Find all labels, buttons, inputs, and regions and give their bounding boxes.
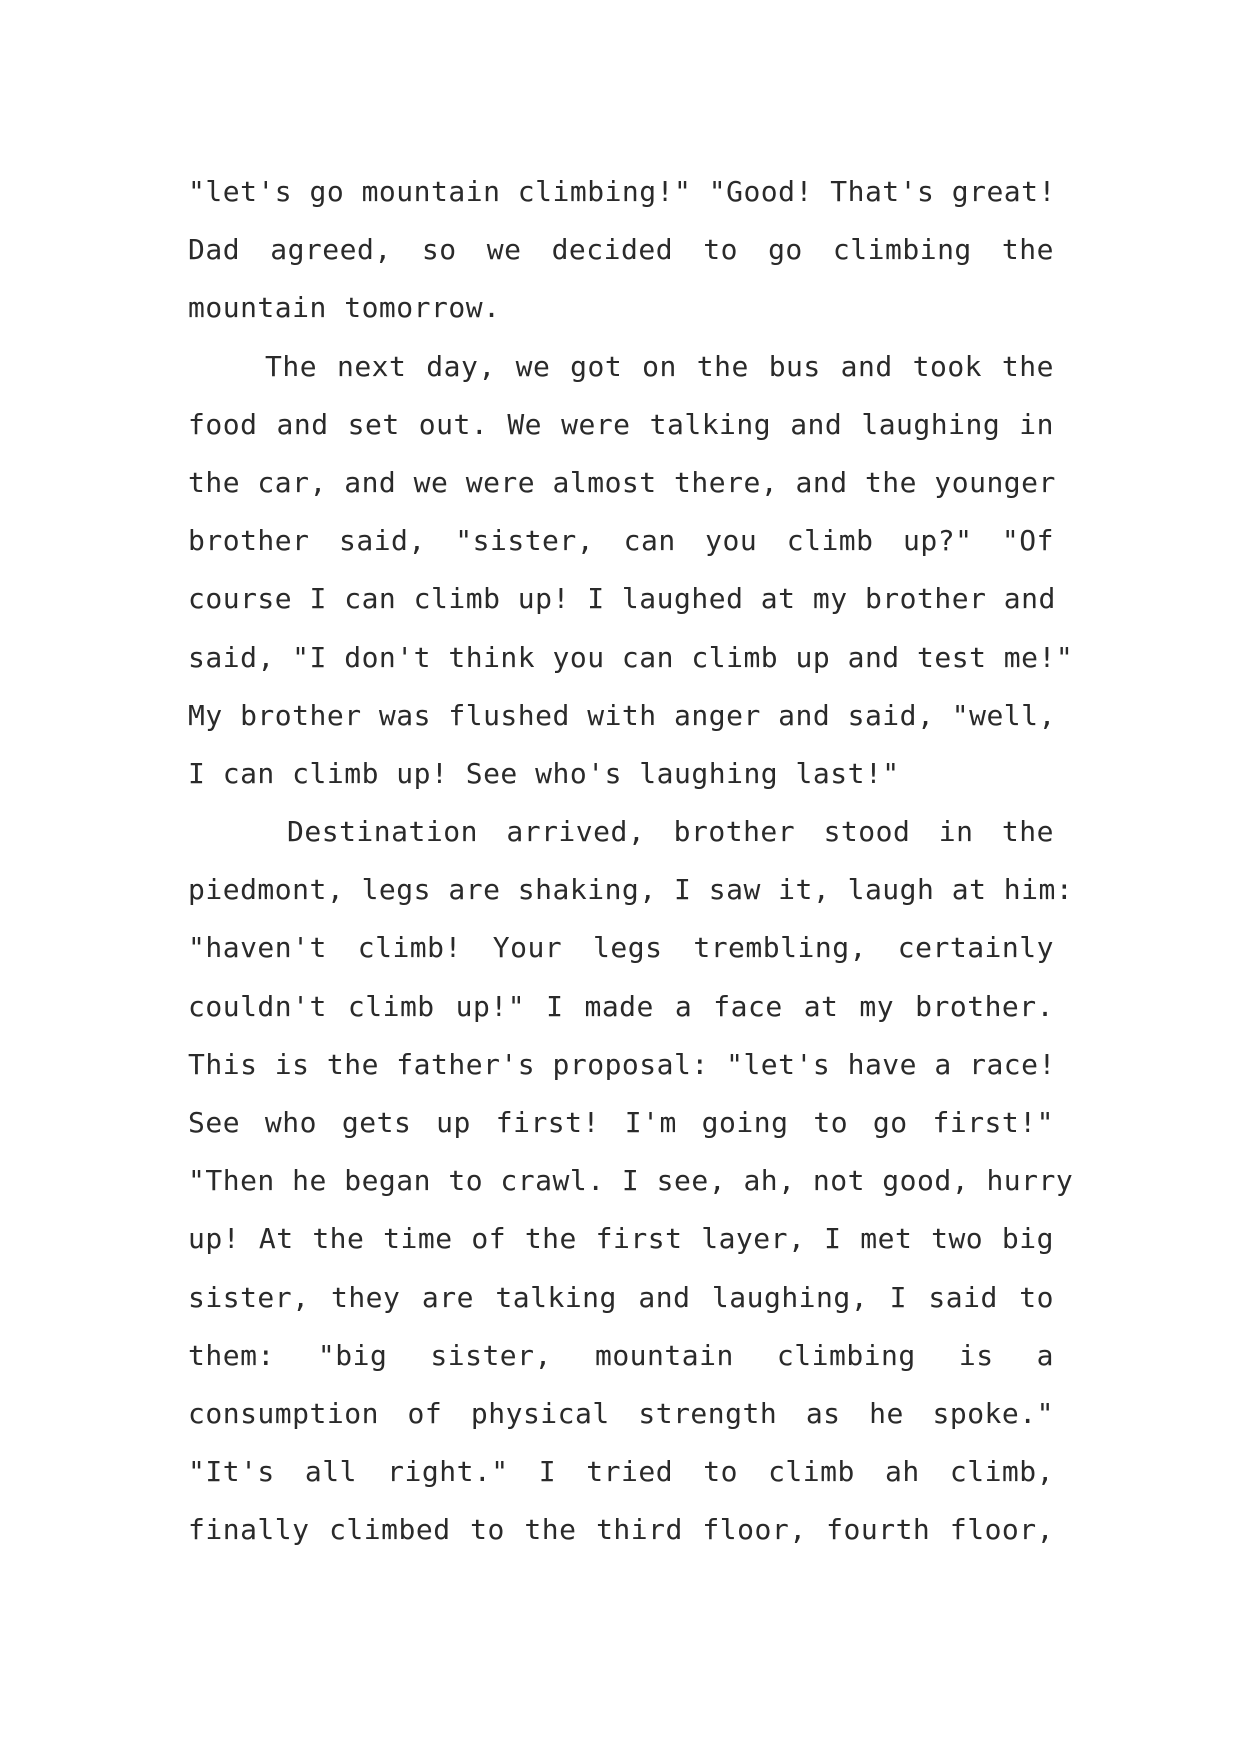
paragraph-1 [188,163,1054,338]
text-line: Dad agreed, so we decided to go climbing the [188,233,1054,267]
text-line: "let's go mountain climbing!" "Good! That's great! [188,175,1056,208]
text-line: I can climb up! See who's laughing last!" [188,756,900,790]
text-line: piedmont, legs are shaking, I saw it, laugh at him: [188,873,1074,907]
body-text [188,163,1074,1560]
text-line: Destination arrived, brother stood in the [287,815,1054,849]
paragraph-2 [188,338,1074,804]
text-line: course I can climb up! I laughed at my brother and [188,582,1056,616]
text-line: "haven't climb! Your legs trembling, certainly [188,931,1054,965]
text-line: sister, they are talking and laughing, I said to [188,1280,1054,1314]
text-line: My brother was flushed with anger and said, "well, [188,698,1056,732]
text-line: them: "big sister, mountain climbing is a [188,1338,1054,1372]
text-line: mountain tomorrow. [188,291,501,325]
text-line: said, "I don't think you can climb up and test me!" [188,640,1074,674]
text-line: This is the father's proposal: "let's have a race! [188,1047,1056,1081]
text-line: "Then he began to crawl. I see, ah, not good, hurry [188,1164,1074,1198]
paragraph-3 [188,803,1074,1559]
text-line: See who gets up first! I'm going to go first!" [188,1106,1054,1139]
text-line: finally climbed to the third floor, fourth floor, [188,1513,1054,1547]
text-line: up! At the time of the first layer, I met two big [188,1222,1054,1256]
text-line: consumption of physical strength as he spoke." [188,1396,1054,1430]
text-line: The next day, we got on the bus and took the [265,349,1054,383]
text-line: "It's all right." I tried to climb ah climb, [188,1455,1054,1489]
text-line: couldn't climb up!" I made a face at my brother. [188,989,1054,1023]
text-line: brother said, "sister, can you climb up?" "Of [188,524,1054,558]
text-line: food and set out. We were talking and laughing in [188,407,1054,441]
text-line: the car, and we were almost there, and the younger [188,465,1056,499]
